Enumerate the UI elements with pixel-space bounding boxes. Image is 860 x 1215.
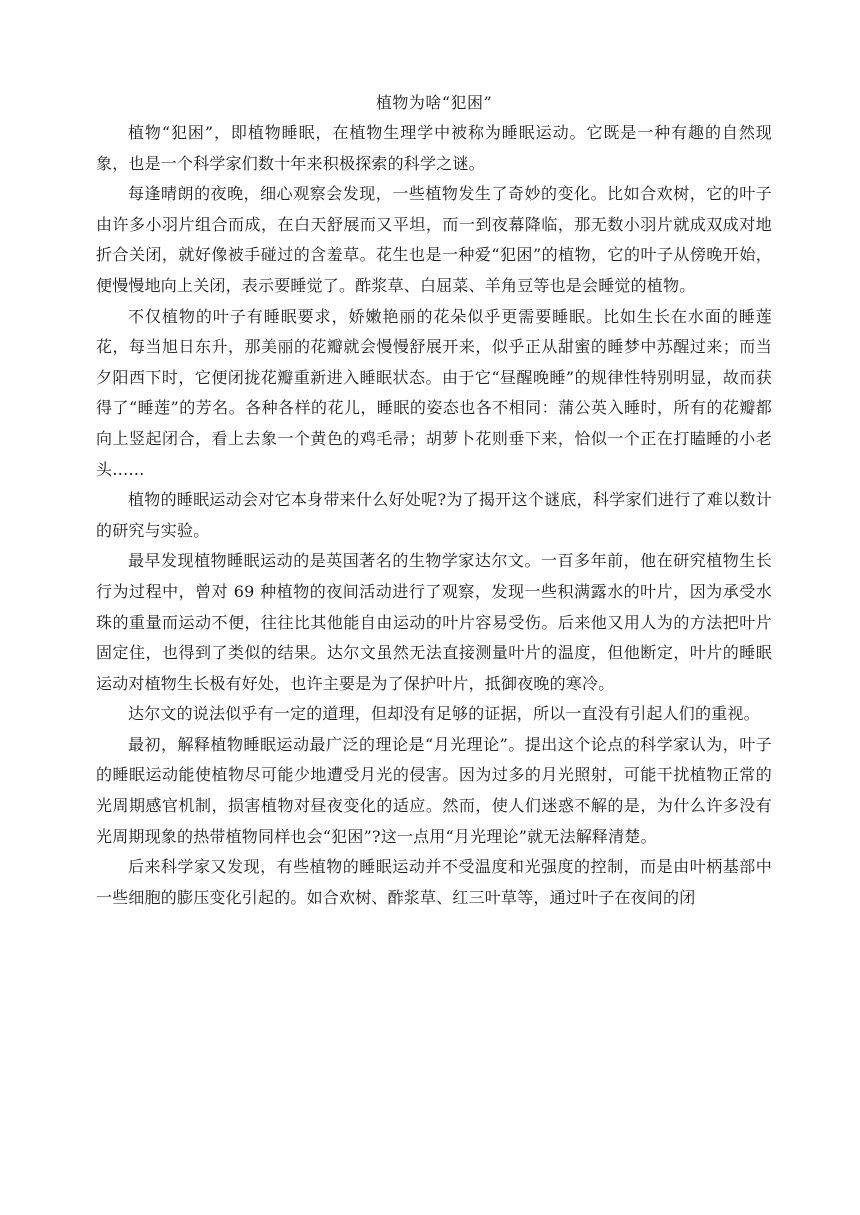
paragraph-4: 植物的睡眠运动会对它本身带来什么好处呢?为了揭开这个谜底，科学家们进行了难以数计的研究与实验。 bbox=[96, 490, 772, 540]
document-body bbox=[96, 88, 772, 913]
paragraph-7: 最初，解释植物睡眠运动最广泛的理论是“月光理论”。提出这个论点的科学家认为，叶子的睡眠运动能使植物尽可能少地遭受月光的侵害。因为过多的月光照射，可能干扰植物正常的光周期感官机制，损害植物对昼夜变化的适应。然而，使人们迷惑不解的是，为什么许多没有光周期现象的热带植物同样也会“犯困”?这一点用“月光理论”就无法解释清楚。 bbox=[96, 734, 772, 846]
paragraph-5: 最早发现植物睡眠运动的是英国著名的生物学家达尔文。一百多年前，他在研究植物生长行为过程中，曾对 69 种植物的夜间活动进行了观察，发现一些积满露水的叶片，因为承受水珠的重量而运动不便，往往比其他能自由运动的叶片容易受伤。后来他又用人为的方法把叶片固定住，也得到了类似的结果。达尔文虽然无法直接测量叶片的温度，但他断定，叶片的睡眠运动对植物生长极有好处，也许主要是为了保护叶片，抵御夜晚的寒冷。 bbox=[96, 551, 772, 693]
article-title: 植物为啥“犯困” bbox=[375, 93, 493, 112]
paragraph-3: 不仅植物的叶子有睡眠要求，娇嫩艳丽的花朵似乎更需要睡眠。比如生长在水面的睡莲花，每当旭日东升，那美丽的花瓣就会慢慢舒展开来，似乎正从甜蜜的睡梦中苏醒过来；而当夕阳西下时，它便闭拢花瓣重新进入睡眠状态。由于它“昼醒晚睡”的规律性特别明显，故而获得了“睡莲”的芳名。各种各样的花儿，睡眠的姿态也各不相同：蒲公英入睡时，所有的花瓣都向上竖起闭合，看上去象一个黄色的鸡毛帚；胡萝卜花则垂下来，恰似一个正在打瞌睡的小老头…… bbox=[96, 306, 772, 479]
paragraph-6: 达尔文的说法似乎有一定的道理，但却没有足够的证据，所以一直没有引起人们的重视。 bbox=[128, 704, 760, 724]
paragraph-8: 后来科学家又发现，有些植物的睡眠运动并不受温度和光强度的控制，而是由叶柄基部中一些细胞的膨压变化引起的。如合欢树、酢浆草、红三叶草等，通过叶子在夜间的闭 bbox=[96, 857, 772, 907]
paragraph-1: 植物“犯困”，即植物睡眠，在植物生理学中被称为睡眠运动。它既是一种有趣的自然现象，也是一个科学家们数十年来积极探索的科学之谜。 bbox=[96, 123, 772, 173]
paragraph-2: 每逢晴朗的夜晚，细心观察会发现，一些植物发生了奇妙的变化。比如合欢树，它的叶子由许多小羽片组合而成，在白天舒展而又平坦，而一到夜幕降临，那无数小羽片就成双成对地折合关闭，就好像被手碰过的含羞草。花生也是一种爱“犯困”的植物，它的叶子从傍晚开始，便慢慢地向上关闭，表示要睡觉了。酢浆草、白屈菜、羊角豆等也是会睡觉的植物。 bbox=[96, 184, 772, 295]
